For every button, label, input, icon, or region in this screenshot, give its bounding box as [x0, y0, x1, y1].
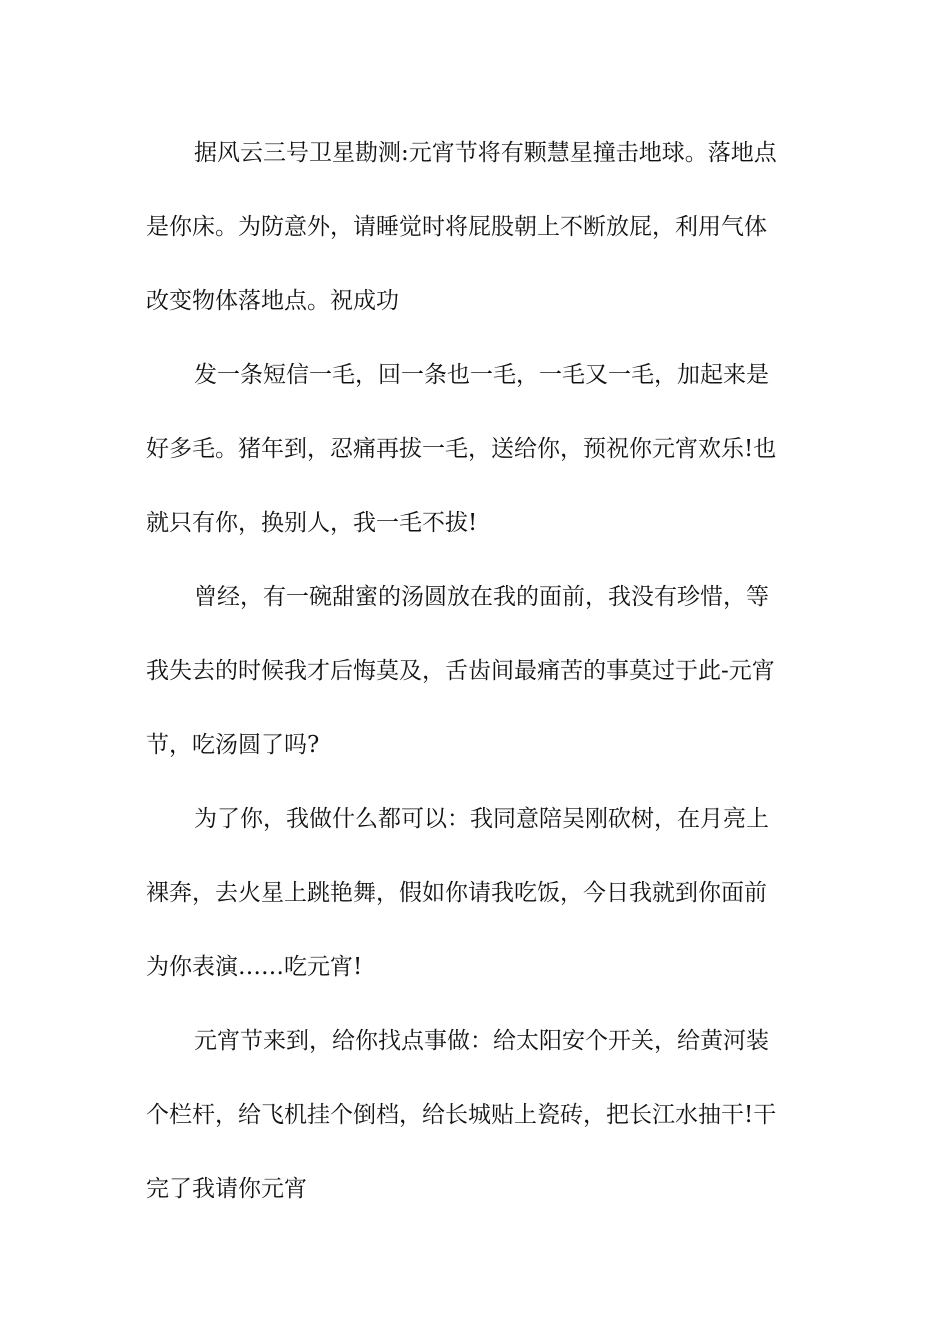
paragraph-line: 好多毛。猪年到，忍痛再拔一毛，送给你，预祝你元宵欢乐!也 — [146, 436, 777, 462]
paragraph-line: 曾经，有一碗甜蜜的汤圆放在我的面前，我没有珍惜，等 — [194, 584, 769, 610]
paragraph-line: 个栏杆，给飞机挂个倒档，给长城贴上瓷砖，把长江水抽干!干 — [146, 1102, 777, 1128]
paragraph-line: 完了我请你元宵 — [146, 1176, 307, 1202]
paragraph-line: 元宵节来到，给你找点事做：给太阳安个开关，给黄河装 — [194, 1028, 769, 1054]
paragraph-line: 为你表演……吃元宵! — [146, 954, 363, 980]
paragraph-1 — [146, 118, 806, 340]
paragraph-2 — [146, 340, 806, 562]
paragraph-line: 是你床。为防意外，请睡觉时将屁股朝上不断放屁，利用气体 — [146, 214, 767, 240]
document-body — [146, 118, 806, 1228]
paragraph-line: 发一条短信一毛，回一条也一毛，一毛又一毛，加起来是 — [194, 362, 769, 388]
paragraph-4 — [146, 784, 806, 1006]
paragraph-line: 裸奔，去火星上跳艳舞，假如你请我吃饭，今日我就到你面前 — [146, 880, 767, 906]
paragraph-line: 为了你，我做什么都可以：我同意陪吴刚砍树，在月亮上 — [194, 806, 769, 832]
paragraph-line: 我失去的时候我才后悔莫及，舌齿间最痛苦的事莫过于此-元宵 — [146, 658, 775, 684]
paragraph-line: 改变物体落地点。祝成功 — [146, 288, 399, 314]
paragraph-5 — [146, 1006, 806, 1228]
paragraph-3 — [146, 562, 806, 784]
paragraph-line: 据风云三号卫星勘测:元宵节将有颗慧星撞击地球。落地点 — [194, 140, 777, 166]
paragraph-line: 就只有你，换别人，我一毛不拔! — [146, 510, 478, 536]
paragraph-line: 节，吃汤圆了吗? — [146, 732, 320, 758]
